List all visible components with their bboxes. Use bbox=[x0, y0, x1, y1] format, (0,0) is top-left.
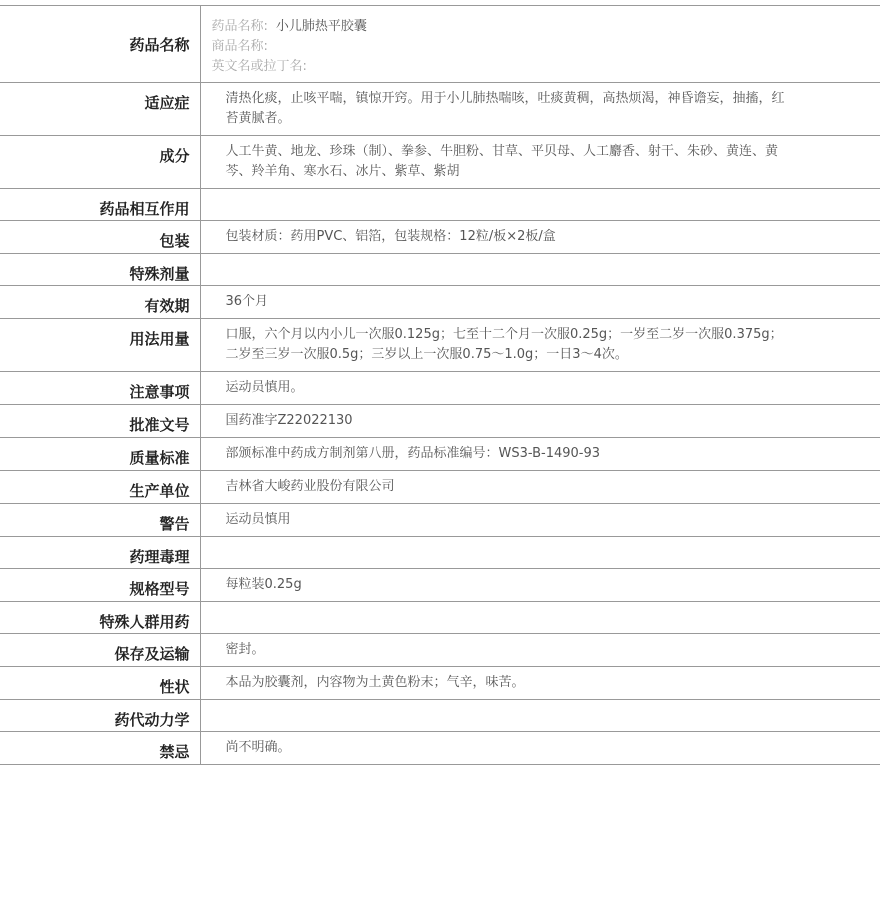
row-label: 性状 bbox=[0, 667, 200, 700]
english-name-label: 英文名或拉丁名: bbox=[211, 59, 307, 74]
row-value: 国药准字Z22022130 bbox=[200, 405, 880, 438]
row-value: 每粒装0.25g bbox=[200, 569, 880, 602]
table-row bbox=[0, 254, 880, 286]
row-value: 口服，六个月以内小儿一次服0.125g；七至十二个月一次服0.25g；一岁至二岁一次服0.375g；二岁至三岁一次服0.5g；三岁以上一次服0.75～1.0g；一日3～4次。 bbox=[200, 319, 880, 372]
table-row bbox=[0, 405, 880, 438]
row-label: 药代动力学 bbox=[0, 700, 200, 732]
trade-name-label: 商品名称: bbox=[211, 39, 268, 54]
table-row bbox=[0, 732, 880, 765]
table-row bbox=[0, 286, 880, 319]
generic-name-label: 药品名称: bbox=[211, 19, 268, 34]
row-value bbox=[200, 537, 880, 569]
table-row bbox=[0, 136, 880, 189]
row-label: 保存及运输 bbox=[0, 634, 200, 667]
row-value: 吉林省大峻药业股份有限公司 bbox=[200, 471, 880, 504]
table-row bbox=[0, 189, 880, 221]
row-label: 注意事项 bbox=[0, 372, 200, 405]
row-label: 药品名称 bbox=[0, 6, 200, 83]
row-label: 规格型号 bbox=[0, 569, 200, 602]
row-label: 成分 bbox=[0, 136, 200, 189]
row-label: 特殊人群用药 bbox=[0, 602, 200, 634]
row-value bbox=[200, 700, 880, 732]
table-row bbox=[0, 504, 880, 537]
row-value: 密封。 bbox=[200, 634, 880, 667]
row-label: 药理毒理 bbox=[0, 537, 200, 569]
table-row bbox=[0, 319, 880, 372]
row-label: 特殊剂量 bbox=[0, 254, 200, 286]
drug-info-table bbox=[0, 5, 880, 765]
row-value: 尚不明确。 bbox=[200, 732, 880, 765]
row-label: 有效期 bbox=[0, 286, 200, 319]
row-label: 生产单位 bbox=[0, 471, 200, 504]
row-label: 禁忌 bbox=[0, 732, 200, 765]
row-value: 人工牛黄、地龙、珍珠（制）、拳参、牛胆粉、甘草、平贝母、人工麝香、射干、朱砂、黄连、黄芩、羚羊角、寒水石、冰片、紫草、紫胡 bbox=[200, 136, 880, 189]
row-value: 运动员慎用。 bbox=[200, 372, 880, 405]
row-value: 运动员慎用 bbox=[200, 504, 880, 537]
row-label: 质量标准 bbox=[0, 438, 200, 471]
row-value bbox=[200, 602, 880, 634]
row-label: 批准文号 bbox=[0, 405, 200, 438]
table-row bbox=[0, 6, 880, 83]
row-value: 本品为胶囊剂，内容物为土黄色粉末；气辛，味苦。 bbox=[200, 667, 880, 700]
table-row bbox=[0, 634, 880, 667]
row-label: 警告 bbox=[0, 504, 200, 537]
row-value bbox=[200, 189, 880, 221]
row-label: 包装 bbox=[0, 221, 200, 254]
generic-name-value: 小儿肺热平胶囊 bbox=[275, 19, 367, 34]
row-value: 部颁标准中药成方制剂第八册，药品标准编号：WS3-B-1490-93 bbox=[200, 438, 880, 471]
table-row bbox=[0, 83, 880, 136]
table-row bbox=[0, 537, 880, 569]
row-value: 包装材质：药用PVC、铝箔，包装规格：12粒/板×2板/盒 bbox=[200, 221, 880, 254]
table-row bbox=[0, 221, 880, 254]
name-cell bbox=[200, 6, 880, 83]
table-row bbox=[0, 700, 880, 732]
table-row bbox=[0, 667, 880, 700]
table-row bbox=[0, 602, 880, 634]
table-row bbox=[0, 438, 880, 471]
row-label: 适应症 bbox=[0, 83, 200, 136]
row-value: 36个月 bbox=[200, 286, 880, 319]
row-label: 用法用量 bbox=[0, 319, 200, 372]
table-row bbox=[0, 569, 880, 602]
row-value: 清热化痰，止咳平喘，镇惊开窍。用于小儿肺热喘咳，吐痰黄稠，高热烦渴，神昏谵妄，抽搐，红苔黄腻者。 bbox=[200, 83, 880, 136]
row-label: 药品相互作用 bbox=[0, 189, 200, 221]
table-row bbox=[0, 372, 880, 405]
table-row bbox=[0, 471, 880, 504]
row-value bbox=[200, 254, 880, 286]
